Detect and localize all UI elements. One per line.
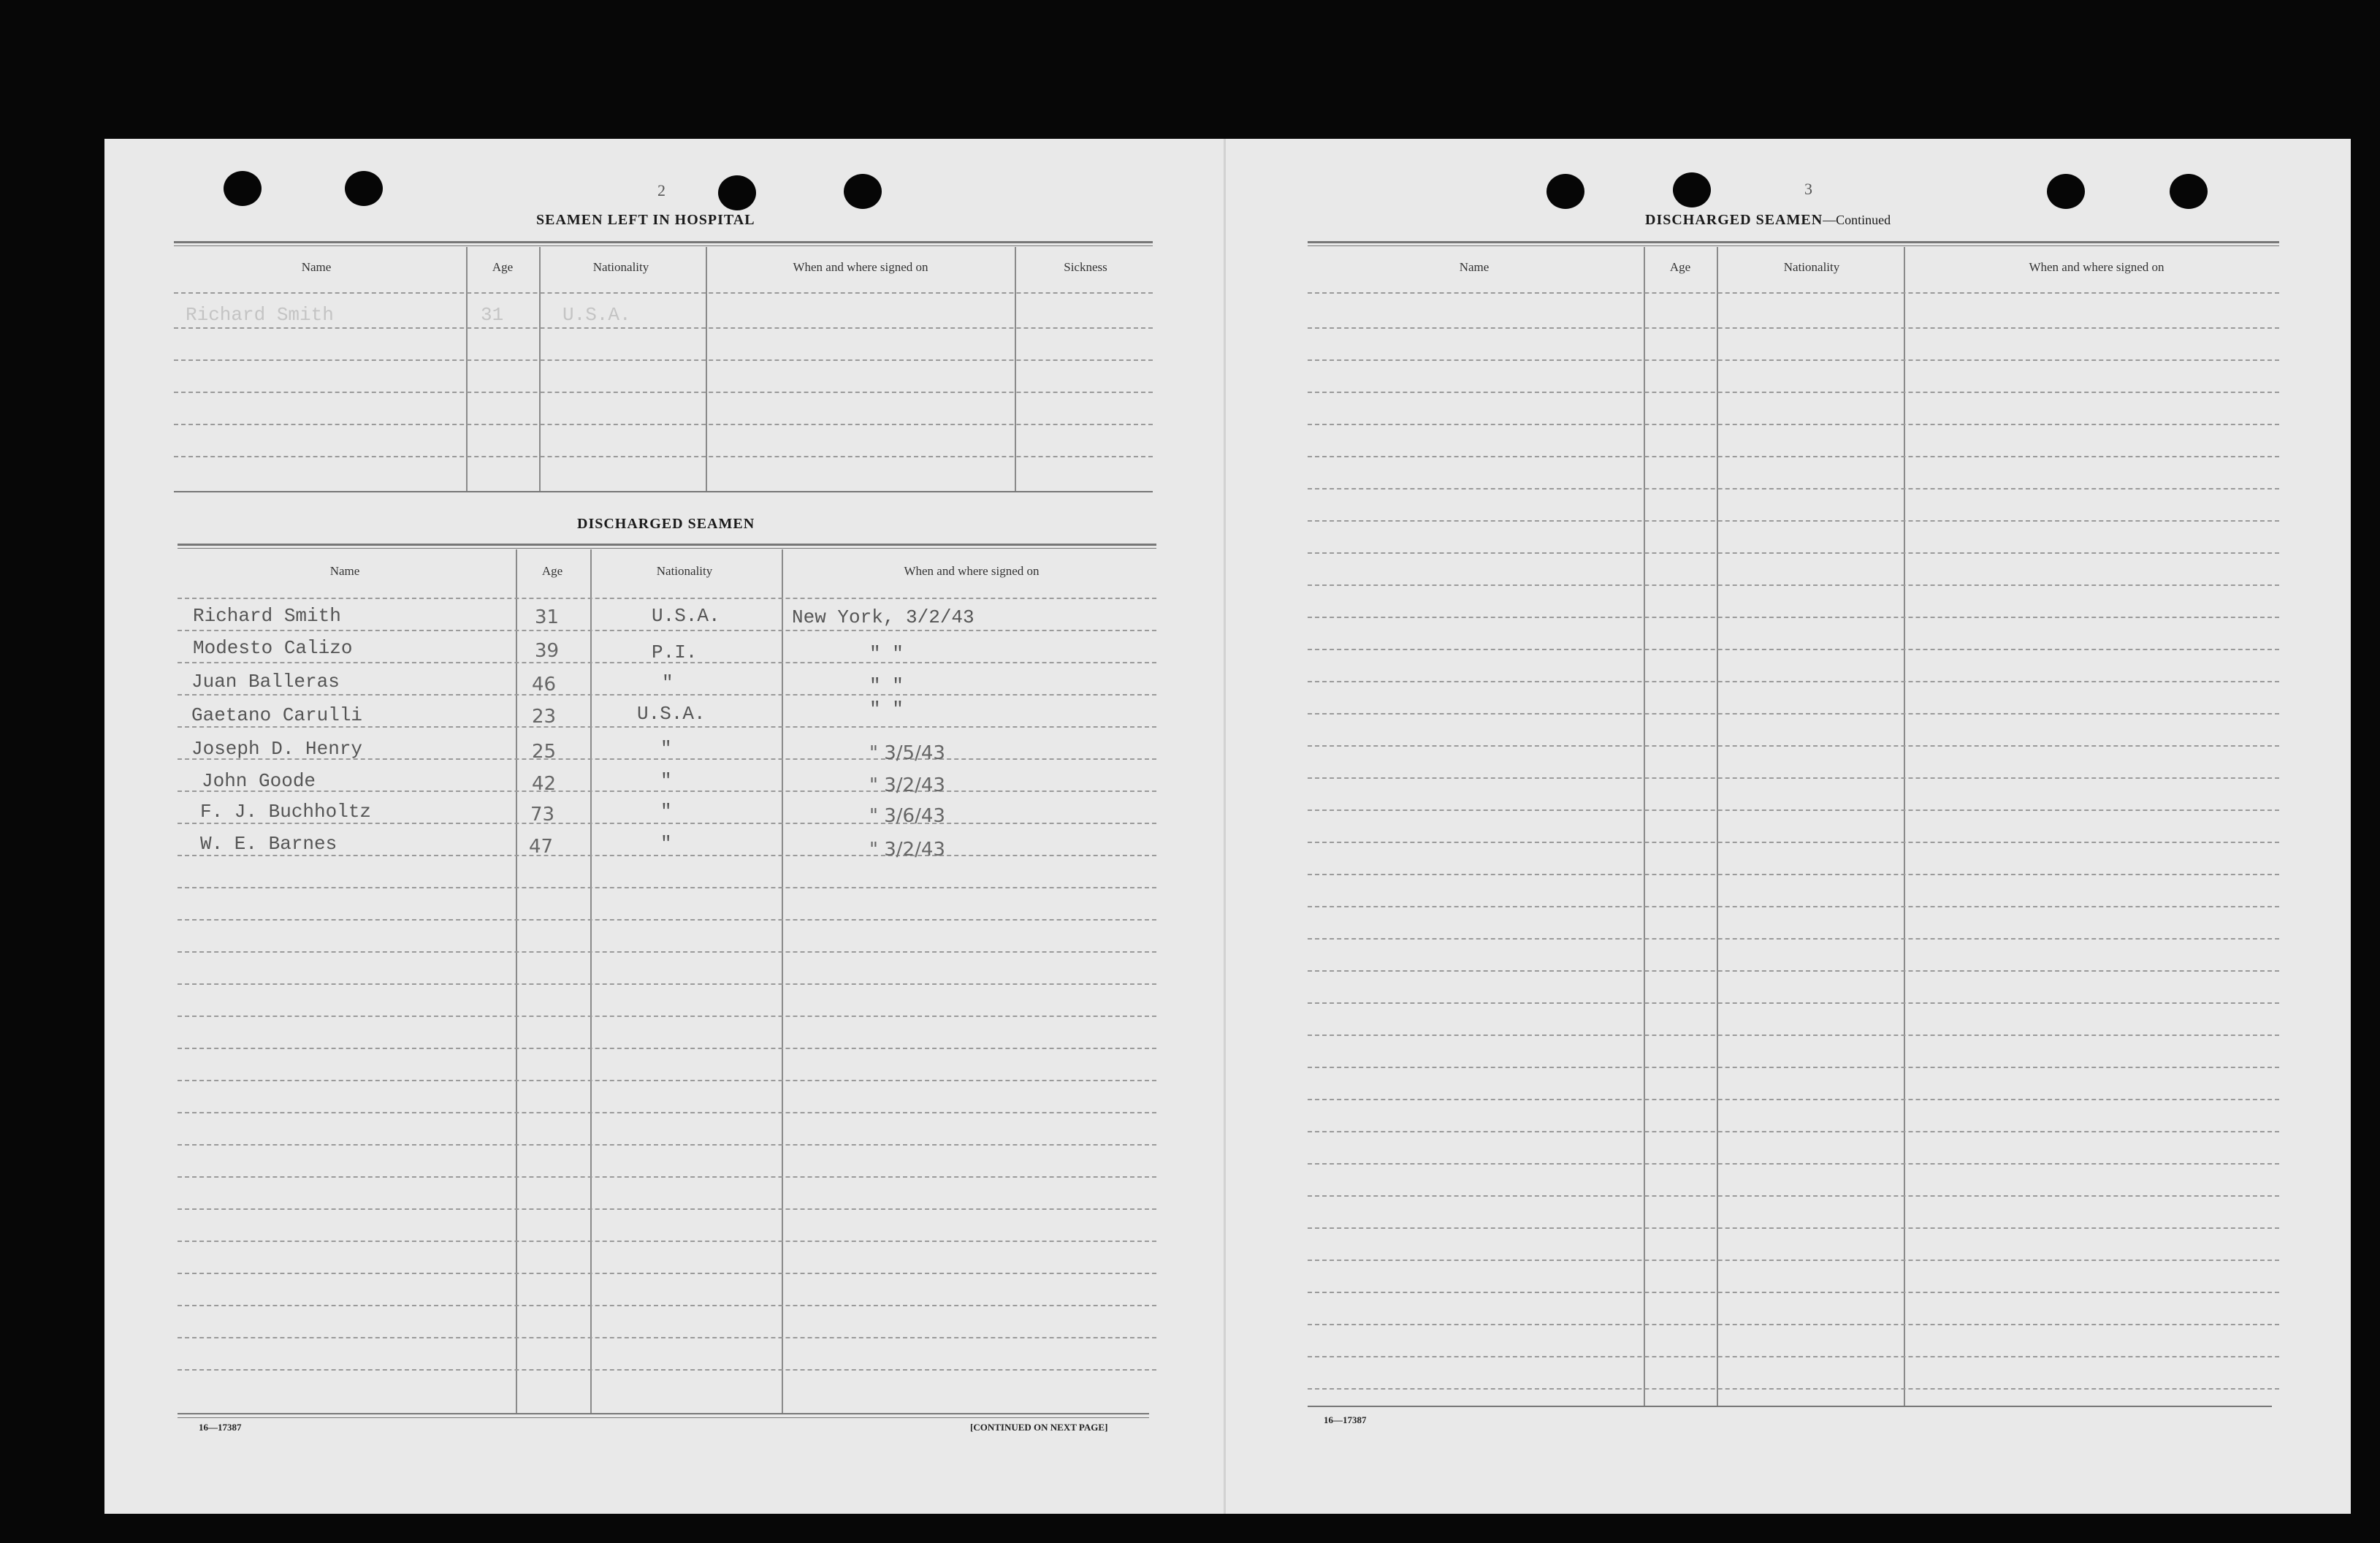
row-rule xyxy=(178,951,1156,953)
signed-on: " 3/6/43 xyxy=(869,805,945,827)
signed-on: " " xyxy=(869,643,904,665)
hospital-section-title: SEAMEN LEFT IN HOSPITAL xyxy=(536,212,755,228)
column-header-nationality: Nationality xyxy=(656,564,713,578)
row-rule xyxy=(1308,584,2279,586)
column-header-age: Age xyxy=(492,260,514,274)
row-rule xyxy=(178,1369,1156,1371)
signed-on: " " xyxy=(869,698,904,720)
row-rule xyxy=(178,1016,1156,1017)
punch-hole xyxy=(1673,172,1711,207)
column-header-signed-on: When and where signed on xyxy=(904,564,1040,578)
table-rule xyxy=(178,544,1156,546)
row-rule xyxy=(1308,552,2279,554)
row-rule xyxy=(1308,713,2279,715)
ghost-entry-age: 31 xyxy=(481,304,504,326)
row-rule xyxy=(178,1144,1156,1146)
column-divider xyxy=(1644,247,1645,1406)
row-rule xyxy=(1308,1131,2279,1132)
punch-hole xyxy=(718,175,756,210)
row-rule xyxy=(178,1273,1156,1274)
column-header-signed-on: When and where signed on xyxy=(2029,260,2164,274)
row-rule xyxy=(178,1305,1156,1306)
punch-hole xyxy=(224,171,262,206)
column-header-name: Name xyxy=(329,564,360,578)
row-rule xyxy=(174,392,1153,393)
signed-on: " " xyxy=(869,675,904,697)
row-rule xyxy=(174,424,1153,425)
row-rule xyxy=(178,1337,1156,1338)
row-rule xyxy=(1308,392,2279,393)
table-rule xyxy=(174,491,1153,492)
column-header-signed-on: When and where signed on xyxy=(793,260,928,274)
row-rule xyxy=(178,1048,1156,1049)
row-rule xyxy=(174,359,1153,361)
column-divider xyxy=(706,247,707,492)
seaman-name: Richard Smith xyxy=(193,605,341,627)
table-rule xyxy=(178,1417,1149,1418)
seaman-nationality: " xyxy=(660,738,672,760)
row-rule xyxy=(178,726,1156,728)
row-rule xyxy=(178,598,1156,599)
row-rule xyxy=(1308,874,2279,875)
row-rule xyxy=(178,919,1156,921)
seaman-name: Juan Balleras xyxy=(191,671,340,693)
column-header-nationality: Nationality xyxy=(1783,260,1840,274)
row-rule xyxy=(178,983,1156,985)
signed-on: " 3/5/43 xyxy=(869,742,945,764)
row-rule xyxy=(174,456,1153,457)
row-rule xyxy=(1308,1099,2279,1100)
punch-hole xyxy=(844,174,882,209)
table-rule xyxy=(174,241,1153,243)
seaman-age: 23 xyxy=(532,706,557,728)
row-rule xyxy=(174,292,1153,294)
row-rule xyxy=(178,1241,1156,1242)
seaman-nationality: " xyxy=(660,801,672,823)
seaman-nationality: P.I. xyxy=(652,641,698,663)
seaman-nationality: " xyxy=(660,833,672,855)
punch-hole xyxy=(1546,174,1584,209)
seaman-age: 31 xyxy=(535,606,560,628)
title-suffix: —Continued xyxy=(1823,213,1891,227)
column-divider xyxy=(1904,247,1905,1406)
punch-hole xyxy=(2047,174,2085,209)
column-header-name: Name xyxy=(301,260,332,274)
seaman-name: John Goode xyxy=(202,770,316,792)
document-sheet xyxy=(104,139,2351,1514)
seaman-nationality: " xyxy=(660,770,672,792)
row-rule xyxy=(1308,681,2279,682)
continued-note: [CONTINUED ON NEXT PAGE] xyxy=(970,1422,1108,1433)
row-rule xyxy=(1308,649,2279,650)
signed-on: " 3/2/43 xyxy=(869,774,945,796)
row-rule xyxy=(174,327,1153,329)
seaman-nationality: " xyxy=(662,672,674,694)
column-header-age: Age xyxy=(1669,260,1691,274)
row-rule xyxy=(1308,809,2279,811)
row-rule xyxy=(1308,1356,2279,1357)
row-rule xyxy=(1308,745,2279,747)
column-divider xyxy=(590,549,592,1414)
row-rule xyxy=(1308,327,2279,329)
column-header-name: Name xyxy=(1459,260,1490,274)
column-divider xyxy=(782,549,783,1414)
punch-hole xyxy=(345,171,383,206)
row-rule xyxy=(178,887,1156,888)
row-rule xyxy=(178,1112,1156,1113)
seaman-nationality: U.S.A. xyxy=(637,703,706,725)
row-rule xyxy=(1308,617,2279,618)
row-rule xyxy=(1308,1002,2279,1004)
row-rule xyxy=(1308,488,2279,489)
row-rule xyxy=(1308,1035,2279,1036)
seaman-name: F. J. Buchholtz xyxy=(200,801,372,823)
column-divider xyxy=(466,247,468,492)
row-rule xyxy=(178,1080,1156,1081)
row-rule xyxy=(1308,292,2279,294)
seaman-nationality: U.S.A. xyxy=(652,605,720,627)
table-rule xyxy=(178,1413,1149,1414)
page-number: 3 xyxy=(1804,180,1812,198)
seaman-age: 39 xyxy=(535,640,560,662)
row-rule xyxy=(1308,842,2279,843)
table-rule xyxy=(174,245,1153,246)
seaman-name: Modesto Calizo xyxy=(193,637,353,659)
table-rule xyxy=(178,548,1156,549)
seaman-name: Gaetano Carulli xyxy=(191,704,363,726)
row-rule xyxy=(1308,1324,2279,1325)
row-rule xyxy=(1308,1292,2279,1293)
column-divider xyxy=(1015,247,1016,492)
seaman-age: 25 xyxy=(532,741,557,763)
row-rule xyxy=(1308,520,2279,522)
row-rule xyxy=(178,1176,1156,1178)
seaman-name: W. E. Barnes xyxy=(200,833,337,855)
table-rule xyxy=(1308,245,2279,246)
table-rule xyxy=(1308,241,2279,243)
discharged-continued-title xyxy=(1645,212,1891,229)
page-number: 2 xyxy=(657,181,665,199)
row-rule xyxy=(1308,938,2279,940)
column-divider xyxy=(516,549,517,1414)
row-rule xyxy=(1308,1227,2279,1229)
column-header-nationality: Nationality xyxy=(592,260,649,274)
seaman-age: 73 xyxy=(530,804,555,826)
ghost-entry-name: Richard Smith xyxy=(186,304,334,326)
row-rule xyxy=(1308,424,2279,425)
column-divider xyxy=(1717,247,1718,1406)
title-text: DISCHARGED SEAMEN xyxy=(1645,212,1823,228)
row-rule xyxy=(1308,1260,2279,1261)
row-rule xyxy=(1308,970,2279,972)
row-rule xyxy=(178,630,1156,631)
signed-on: " 3/2/43 xyxy=(869,839,945,861)
row-rule xyxy=(1308,456,2279,457)
column-divider xyxy=(539,247,541,492)
signed-on: New York, 3/2/43 xyxy=(792,606,974,628)
row-rule xyxy=(178,1208,1156,1210)
seaman-age: 47 xyxy=(529,836,554,858)
row-rule xyxy=(1308,1067,2279,1068)
row-rule xyxy=(1308,1163,2279,1165)
row-rule xyxy=(1308,1195,2279,1197)
seaman-name: Joseph D. Henry xyxy=(191,738,363,760)
discharged-section-title: DISCHARGED SEAMEN xyxy=(577,516,755,532)
ghost-entry-nationality: U.S.A. xyxy=(562,304,631,326)
row-rule xyxy=(1308,777,2279,779)
column-header-age: Age xyxy=(541,564,563,578)
seaman-age: 46 xyxy=(532,674,557,696)
column-header-sickness: Sickness xyxy=(1064,260,1107,274)
form-number: 16—17387 xyxy=(1324,1414,1367,1425)
row-rule xyxy=(1308,1388,2279,1390)
row-rule xyxy=(1308,359,2279,361)
row-rule xyxy=(1308,906,2279,907)
row-rule xyxy=(178,823,1156,824)
page-fold xyxy=(1224,139,1226,1514)
seaman-age: 42 xyxy=(532,773,557,795)
row-rule xyxy=(178,694,1156,696)
table-rule xyxy=(1308,1406,2272,1407)
form-number: 16—17387 xyxy=(199,1422,242,1433)
punch-hole xyxy=(2170,174,2208,209)
row-rule xyxy=(178,855,1156,856)
